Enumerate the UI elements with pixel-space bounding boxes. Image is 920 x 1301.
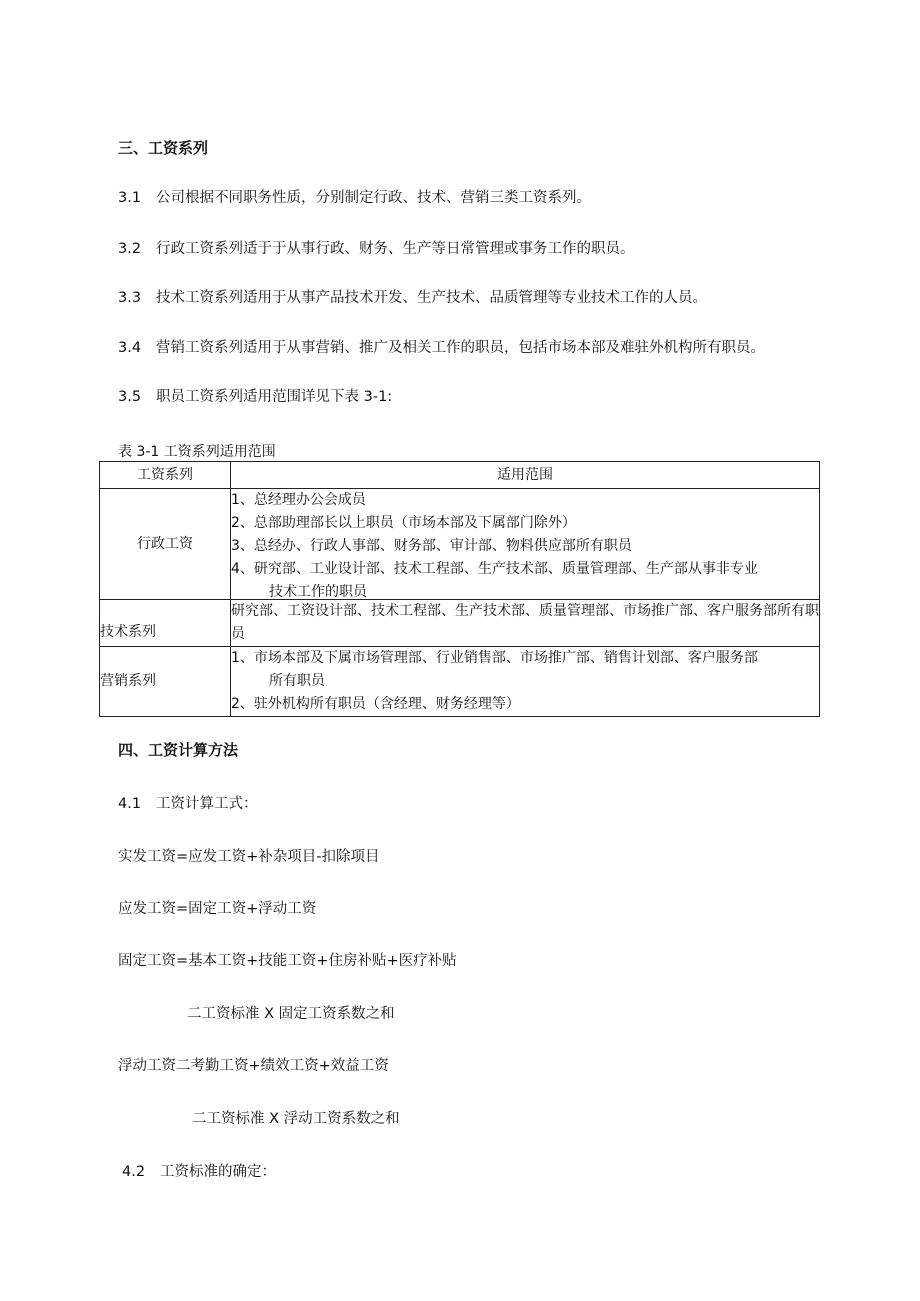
scope-line: 所有职员 (269, 673, 325, 689)
clause-number: 3.3 (118, 290, 142, 306)
clause-text: 行政工资系列适于于从事行政、财务、生产等日常管理或事务工作的职员。 (156, 241, 635, 257)
formula-fixed-coefficient: 二工资标准 X 固定工资系数之和 (187, 1006, 395, 1022)
clause-text: 技术工资系列适用于从事产品技术开发、生产技术、品质管理等专业技术工作的人员。 (156, 290, 707, 306)
formula-gross-pay: 应发工资=固定工资+浮动工资 (118, 901, 317, 917)
scope-line: 4、研究部、工业设计部、技术工程部、生产技术部、质量管理部、生产部从事非专业 (231, 561, 758, 577)
row-series-sales: 营销系列 (100, 647, 231, 717)
clause-3-1 (118, 186, 591, 207)
row-scope-admin (231, 489, 820, 600)
table-row (100, 600, 820, 647)
clause-number: 3.2 (118, 241, 142, 257)
clause-3-5 (118, 385, 392, 406)
table-header-row (100, 462, 820, 489)
table-caption: 表 3-1 工资系列适用范围 (118, 444, 276, 460)
formula-floating-pay: 浮动工资二考勤工资+绩效工资+效益工资 (118, 1058, 389, 1074)
row-scope-tech: 研究部、工资设计部、技术工程部、生产技术部、质量管理部、市场推广部、客户服务部所有职员 (231, 600, 820, 647)
clause-text: 工资计算工式： (156, 796, 258, 812)
clause-number: 3.5 (118, 389, 142, 405)
clause-number: 3.4 (118, 340, 142, 356)
clause-4-2 (122, 1160, 276, 1181)
scope-line: 1、市场本部及下属市场管理部、行业销售部、市场推广部、销售计划部、客户服务部 (231, 650, 758, 666)
section-3-heading: 三、工资系列 (118, 139, 209, 157)
row-series-admin: 行政工资 (100, 489, 231, 600)
salary-series-table (99, 461, 820, 717)
clause-3-4 (118, 336, 765, 357)
clause-3-2 (118, 237, 635, 258)
clause-number: 4.1 (118, 796, 142, 812)
clause-text: 营销工资系列适用于从事营销、推广及相关工作的职员，包括市场本部及难驻外机构所有职员。 (156, 340, 765, 356)
header-series: 工资系列 (100, 462, 231, 489)
scope-line: 2、驻外机构所有职员（含经理、财务经理等） (231, 696, 520, 712)
clause-text: 公司根据不同职务性质，分别制定行政、技术、营销三类工资系列。 (156, 190, 591, 206)
clause-3-3 (118, 286, 707, 307)
section-4-heading: 四、工资计算方法 (118, 741, 239, 759)
header-scope: 适用范围 (231, 462, 820, 489)
scope-line: 3、总经办、行政人事部、财务部、审计部、物料供应部所有职员 (231, 538, 632, 554)
row-series-tech: 技术系列 (100, 600, 231, 647)
scope-line: 1、总经理办公会成员 (231, 492, 366, 508)
formula-actual-pay: 实发工资=应发工资+补杂项目-扣除项目 (118, 849, 380, 865)
clause-4-1 (118, 792, 258, 813)
formula-fixed-pay: 固定工资=基本工资+技能工资+住房补贴+医疗补贴 (118, 953, 457, 969)
scope-line: 技术工作的职员 (269, 584, 367, 599)
clause-text: 职员工资系列适用范围详见下表 3-1: (156, 389, 393, 405)
clause-number: 4.2 (122, 1164, 146, 1180)
clause-number: 3.1 (118, 190, 142, 206)
row-scope-sales (231, 647, 820, 717)
scope-line: 2、总部助理部长以上职员（市场本部及下属部门除外） (231, 515, 576, 531)
formula-floating-coefficient: 二工资标准 X 浮动工资系数之和 (192, 1111, 400, 1127)
clause-text: 工资标准的确定： (160, 1164, 276, 1180)
table-row (100, 489, 820, 600)
table-row (100, 647, 820, 717)
